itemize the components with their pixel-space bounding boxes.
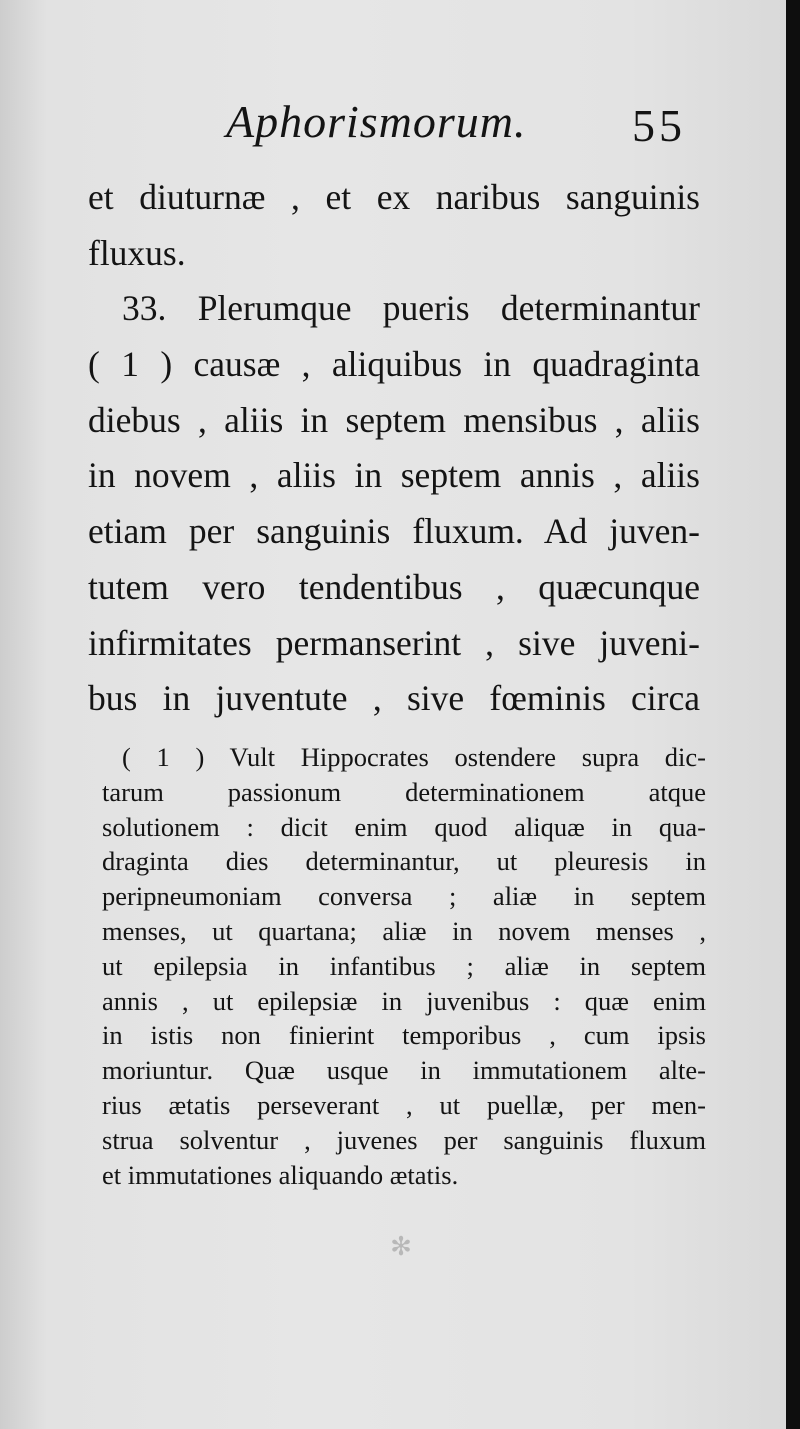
footnote-line: et immutationes aliquando ætatis. bbox=[102, 1159, 459, 1190]
footnote bbox=[102, 740, 706, 1192]
page-number: 55 bbox=[632, 100, 686, 151]
footnote-line: annis , ut epilepsiæ in juvenibus : quæ enim bbox=[102, 985, 706, 1016]
footnote-line: moriuntur. Quæ usque in immutationem alte- bbox=[102, 1055, 706, 1086]
text-line: diebus , aliis in septem mensibus , aliis bbox=[88, 399, 700, 440]
footnote-line: ut epilepsia in infantibus ; aliæ in septem bbox=[102, 950, 706, 981]
page-edge-shadow bbox=[786, 0, 800, 1429]
footnote-line: draginta dies determinantur, ut pleuresis in bbox=[102, 846, 706, 877]
text-line: ( 1 ) causæ , aliquibus in quadraginta bbox=[88, 344, 700, 385]
footnote-line: menses, ut quartana; aliæ in novem menses , bbox=[102, 915, 706, 946]
text-line: in novem , aliis in septem annis , aliis bbox=[88, 455, 700, 496]
aphorism-33-start: 33. Plerumque pueris determinantur bbox=[122, 288, 700, 329]
text-line: infirmitates permanserint , sive juveni- bbox=[88, 622, 700, 663]
text-line: bus in juventute , sive fœminis circa bbox=[88, 678, 700, 719]
text-line: tutem vero tendentibus , quæcunque bbox=[88, 566, 700, 607]
footnote-line: rius ætatis perseverant , ut puellæ, per men- bbox=[102, 1089, 706, 1120]
running-title: Aphorismorum. bbox=[226, 96, 527, 147]
main-text bbox=[88, 170, 700, 727]
text-line: fluxus. bbox=[88, 232, 186, 273]
text-line: et diuturnæ , et ex naribus sanguinis bbox=[88, 177, 700, 217]
text-line: etiam per sanguinis fluxum. Ad juven- bbox=[88, 511, 700, 552]
footnote-line: solutionem : dicit enim quod aliquæ in qua- bbox=[102, 811, 706, 842]
footnote-line: strua solventur , juvenes per sanguinis fluxum bbox=[102, 1124, 706, 1155]
footnote-line: tarum passionum determinationem atque bbox=[102, 776, 706, 807]
footnote-line: peripneumoniam conversa ; aliæ in septem bbox=[102, 881, 706, 912]
asterisk-ornament-icon: ✻ bbox=[390, 1232, 412, 1262]
running-head bbox=[80, 95, 700, 155]
footnote-line: ( 1 ) Vult Hippocrates ostendere supra dic- bbox=[122, 742, 706, 772]
footnote-line: in istis non finierint temporibus , cum ipsis bbox=[102, 1020, 706, 1051]
